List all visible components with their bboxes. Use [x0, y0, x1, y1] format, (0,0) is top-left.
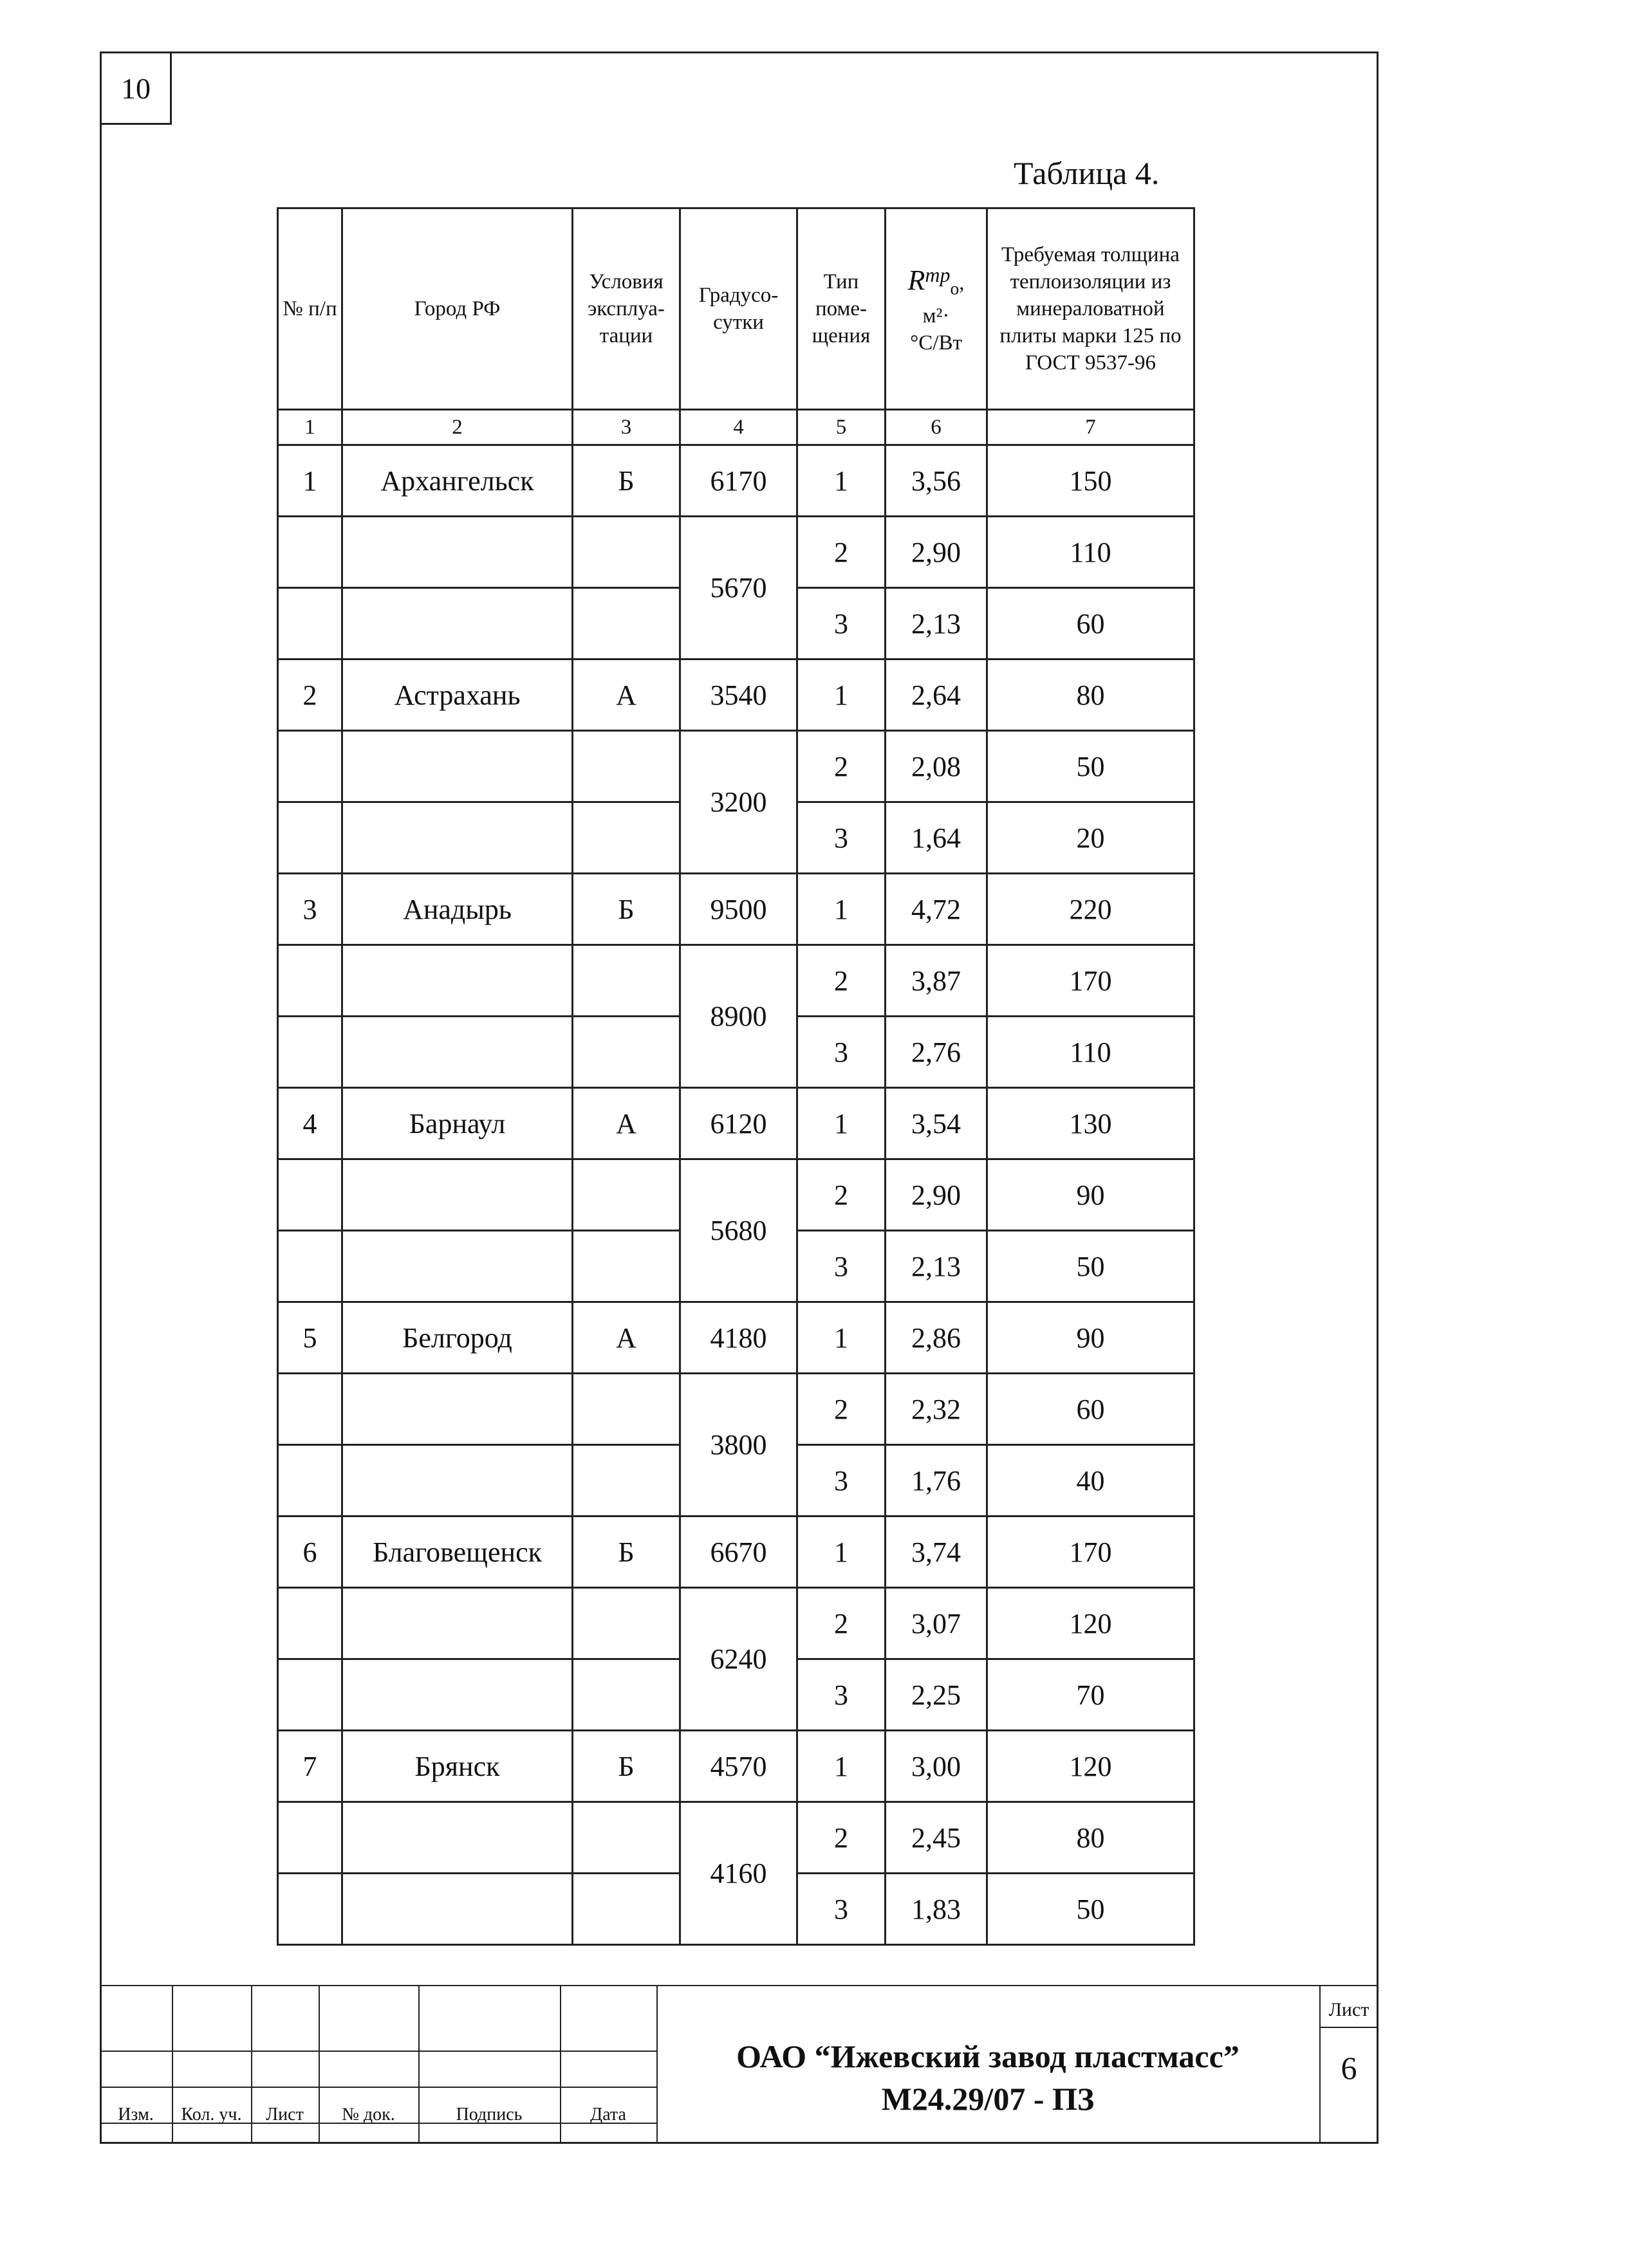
cell-degree-days: 5670: [680, 517, 797, 659]
cell-resistance: 4,72: [886, 874, 987, 945]
cell-city: [342, 731, 573, 802]
cell-thickness: 40: [987, 1445, 1194, 1517]
cell-number: [278, 1017, 342, 1088]
cell-city: [342, 1159, 573, 1231]
cell-resistance: 1,83: [886, 1874, 987, 1945]
column-number: 1: [278, 410, 342, 445]
cell-degree-days: 6120: [680, 1088, 797, 1159]
column-number: 6: [886, 410, 987, 445]
cell-number: [278, 1588, 342, 1659]
cell-city: [342, 945, 573, 1017]
cell-thickness: 80: [987, 1802, 1194, 1874]
cell-room-type: 3: [797, 1017, 886, 1088]
table-row: [278, 445, 1194, 517]
cell-conditions: [573, 1445, 680, 1517]
cell-resistance: 1,76: [886, 1445, 987, 1517]
cell-thickness: 110: [987, 1017, 1194, 1088]
cell-room-type: 1: [797, 1731, 886, 1802]
header-room-type: Тип поме-щения: [797, 208, 886, 410]
cell-room-type: 3: [797, 588, 886, 659]
cell-city: [342, 802, 573, 874]
cell-number: [278, 1445, 342, 1517]
cell-resistance: 3,56: [886, 445, 987, 517]
cell-city: Благовещенск: [342, 1517, 573, 1588]
cell-degree-days: 3800: [680, 1374, 797, 1517]
cell-degree-days: 6170: [680, 445, 797, 517]
cell-city: [342, 517, 573, 588]
column-number: 7: [987, 410, 1194, 445]
cell-conditions: [573, 1588, 680, 1659]
cell-conditions: [573, 1659, 680, 1731]
column-number: 5: [797, 410, 886, 445]
cell-number: [278, 1374, 342, 1445]
table-row: [278, 874, 1194, 945]
resistance-superscript: тр: [925, 263, 951, 287]
cell-resistance: 2,90: [886, 517, 987, 588]
cell-conditions: [573, 945, 680, 1017]
caption-signature: Подпись: [456, 2105, 523, 2125]
table-row: [278, 1517, 1194, 1588]
cell-resistance: 1,64: [886, 802, 987, 874]
cell-degree-days: 6670: [680, 1517, 797, 1588]
header-degree-days: Градусо-сутки: [680, 208, 797, 410]
cell-conditions: Б: [573, 1517, 680, 1588]
cell-number: 3: [278, 874, 342, 945]
table-row: [278, 517, 1194, 588]
table-row: [278, 1731, 1194, 1802]
cell-thickness: 110: [987, 517, 1194, 588]
cell-room-type: 1: [797, 1088, 886, 1159]
cell-room-type: 1: [797, 874, 886, 945]
cell-thickness: 70: [987, 1659, 1194, 1731]
cell-number: [278, 1231, 342, 1302]
table-row: [278, 945, 1194, 1017]
cell-degree-days: 9500: [680, 874, 797, 945]
header-city: Город РФ: [342, 208, 573, 410]
cell-resistance: 2,13: [886, 588, 987, 659]
cell-degree-days: 3200: [680, 731, 797, 874]
table-row: [278, 731, 1194, 802]
cell-city: Архангельск: [342, 445, 573, 517]
column-number: 3: [573, 410, 680, 445]
cell-conditions: [573, 1802, 680, 1874]
cell-thickness: 120: [987, 1588, 1194, 1659]
cell-room-type: 3: [797, 1445, 886, 1517]
cell-thickness: 220: [987, 874, 1194, 945]
column-number-row: [278, 410, 1194, 445]
cell-thickness: 170: [987, 945, 1194, 1017]
cell-conditions: А: [573, 1302, 680, 1374]
cell-city: [342, 1445, 573, 1517]
cell-conditions: [573, 1231, 680, 1302]
cell-thickness: 50: [987, 1231, 1194, 1302]
cell-degree-days: 4570: [680, 1731, 797, 1802]
cell-resistance: 2,08: [886, 731, 987, 802]
cell-resistance: 2,76: [886, 1017, 987, 1088]
caption-change: Изм.: [118, 2105, 154, 2125]
table-title: Таблица 4.: [1014, 155, 1160, 191]
cell-resistance: 2,32: [886, 1374, 987, 1445]
title-block: [100, 1985, 1379, 2144]
cell-room-type: 3: [797, 802, 886, 874]
cell-conditions: А: [573, 659, 680, 731]
cell-number: [278, 1874, 342, 1945]
resistance-subscript: о: [950, 278, 960, 299]
resistance-unit-2: °С/Вт: [910, 331, 962, 355]
cell-thickness: 130: [987, 1088, 1194, 1159]
cell-number: [278, 731, 342, 802]
cell-city: [342, 1588, 573, 1659]
header-number: № п/п: [278, 208, 342, 410]
caption-date: Дата: [590, 2105, 626, 2125]
cell-degree-days: 4180: [680, 1302, 797, 1374]
table-row: [278, 1802, 1194, 1874]
cell-thickness: 150: [987, 445, 1194, 517]
page-number: 10: [100, 51, 172, 125]
cell-thickness: 120: [987, 1731, 1194, 1802]
cell-degree-days: 6240: [680, 1588, 797, 1731]
table-row: [278, 1302, 1194, 1374]
cell-conditions: [573, 517, 680, 588]
cell-city: [342, 1231, 573, 1302]
insulation-table: [277, 207, 1195, 1946]
cell-room-type: 1: [797, 445, 886, 517]
caption-doc-number: № док.: [342, 2105, 395, 2125]
cell-thickness: 80: [987, 659, 1194, 731]
cell-degree-days: 8900: [680, 945, 797, 1088]
cell-resistance: 2,64: [886, 659, 987, 731]
cell-resistance: 3,87: [886, 945, 987, 1017]
cell-resistance: 2,13: [886, 1231, 987, 1302]
cell-room-type: 3: [797, 1874, 886, 1945]
cell-resistance: 2,90: [886, 1159, 987, 1231]
cell-thickness: 60: [987, 588, 1194, 659]
sheet-number: 6: [1341, 2050, 1357, 2086]
column-number: 2: [342, 410, 573, 445]
cell-conditions: Б: [573, 1731, 680, 1802]
document-code: М24.29/07 - ПЗ: [881, 2081, 1095, 2117]
cell-city: [342, 588, 573, 659]
cell-number: [278, 1802, 342, 1874]
table-row: [278, 1588, 1194, 1659]
cell-room-type: 1: [797, 1302, 886, 1374]
cell-city: [342, 1017, 573, 1088]
cell-number: 2: [278, 659, 342, 731]
cell-room-type: 2: [797, 1374, 886, 1445]
organization-name: ОАО “Ижевский завод пластмасс”: [736, 2038, 1239, 2074]
cell-resistance: 2,45: [886, 1802, 987, 1874]
header-row: [278, 208, 1194, 410]
resistance-symbol: R: [907, 264, 925, 297]
cell-conditions: Б: [573, 874, 680, 945]
cell-city: [342, 1802, 573, 1874]
cell-resistance: 3,07: [886, 1588, 987, 1659]
cell-conditions: [573, 802, 680, 874]
caption-sheet: Лист: [266, 2105, 304, 2125]
table-row: [278, 1374, 1194, 1445]
cell-number: 5: [278, 1302, 342, 1374]
cell-city: [342, 1659, 573, 1731]
cell-thickness: 90: [987, 1159, 1194, 1231]
cell-degree-days: 4160: [680, 1802, 797, 1945]
cell-city: [342, 1374, 573, 1445]
column-number: 4: [680, 410, 797, 445]
cell-number: [278, 1659, 342, 1731]
cell-conditions: [573, 588, 680, 659]
cell-number: 4: [278, 1088, 342, 1159]
sheet-label: Лист: [1328, 1999, 1369, 2020]
cell-resistance: 2,86: [886, 1302, 987, 1374]
cell-degree-days: 3540: [680, 659, 797, 731]
cell-number: [278, 517, 342, 588]
cell-thickness: 50: [987, 731, 1194, 802]
cell-conditions: Б: [573, 445, 680, 517]
cell-city: Астрахань: [342, 659, 573, 731]
cell-city: Барнаул: [342, 1088, 573, 1159]
cell-thickness: 50: [987, 1874, 1194, 1945]
cell-city: [342, 1874, 573, 1945]
cell-room-type: 1: [797, 659, 886, 731]
cell-room-type: 2: [797, 1588, 886, 1659]
cell-degree-days: 5680: [680, 1159, 797, 1302]
cell-room-type: 2: [797, 945, 886, 1017]
cell-city: Анадырь: [342, 874, 573, 945]
cell-room-type: 2: [797, 517, 886, 588]
cell-thickness: 20: [987, 802, 1194, 874]
cell-conditions: А: [573, 1088, 680, 1159]
cell-conditions: [573, 1374, 680, 1445]
cell-resistance: 2,25: [886, 1659, 987, 1731]
cell-thickness: 170: [987, 1517, 1194, 1588]
table-row: [278, 1088, 1194, 1159]
cell-conditions: [573, 1017, 680, 1088]
cell-thickness: 60: [987, 1374, 1194, 1445]
cell-conditions: [573, 1159, 680, 1231]
header-resistance: $R^{тр}_о$, м²· °С/Вт: [886, 208, 987, 410]
cell-number: [278, 1159, 342, 1231]
table-row: [278, 1159, 1194, 1231]
cell-resistance: 3,00: [886, 1731, 987, 1802]
cell-number: [278, 802, 342, 874]
cell-conditions: [573, 1874, 680, 1945]
cell-number: 6: [278, 1517, 342, 1588]
cell-city: Брянск: [342, 1731, 573, 1802]
cell-room-type: 2: [797, 731, 886, 802]
cell-thickness: 90: [987, 1302, 1194, 1374]
cell-number: [278, 588, 342, 659]
cell-room-type: 1: [797, 1517, 886, 1588]
cell-room-type: 2: [797, 1802, 886, 1874]
cell-number: [278, 945, 342, 1017]
cell-conditions: [573, 731, 680, 802]
resistance-unit-1: м²·: [922, 304, 950, 327]
cell-room-type: 3: [797, 1659, 886, 1731]
cell-resistance: 3,74: [886, 1517, 987, 1588]
table-row: [278, 659, 1194, 731]
cell-number: 7: [278, 1731, 342, 1802]
cell-room-type: 3: [797, 1231, 886, 1302]
cell-number: 1: [278, 445, 342, 517]
caption-quantity: Кол. уч.: [181, 2105, 242, 2125]
cell-resistance: 3,54: [886, 1088, 987, 1159]
header-thickness: Требуемая толщина теплоизоляции из минераловатной плиты марки 125 по ГОСТ 9537-96: [987, 208, 1194, 410]
header-conditions: Условия эксплуа-тации: [573, 208, 680, 410]
cell-room-type: 2: [797, 1159, 886, 1231]
cell-city: Белгород: [342, 1302, 573, 1374]
